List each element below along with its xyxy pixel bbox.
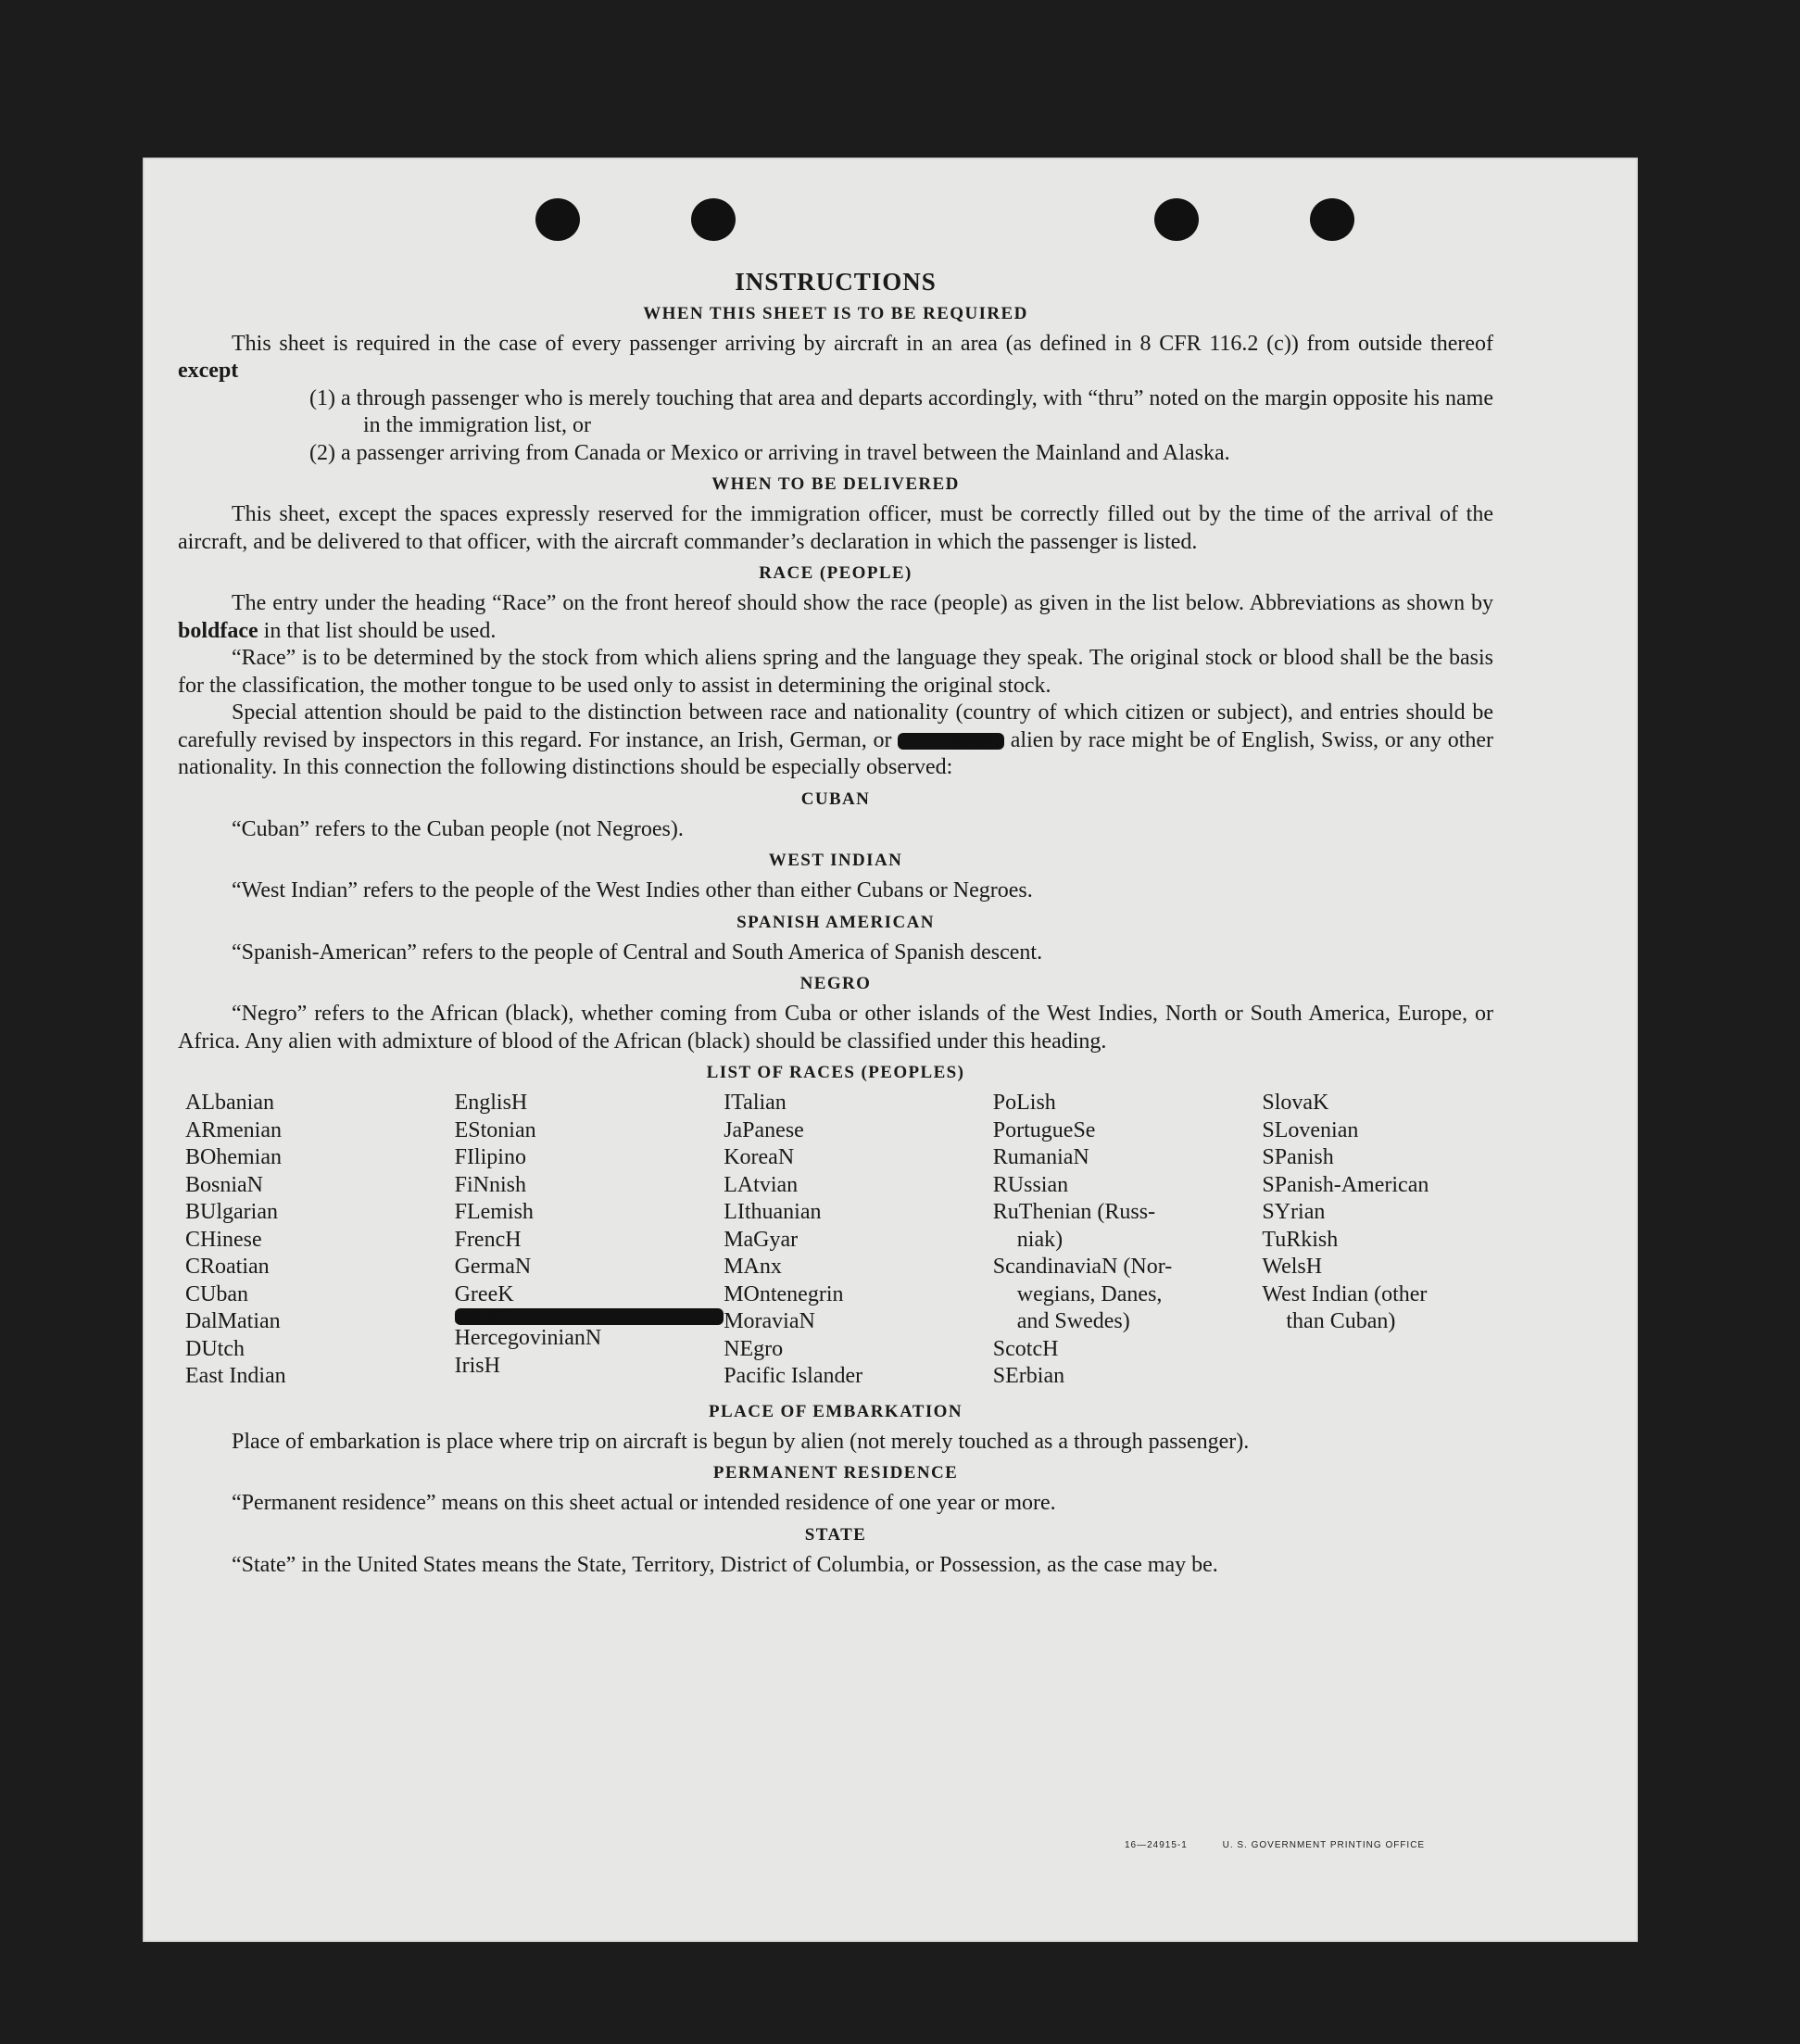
text: alien by race might be of English, Swiss, or any other nationality. In this connection the following distinctions should be especially observed: xyxy=(178,727,1494,779)
race-entry: FIlipino xyxy=(454,1145,526,1169)
punch-hole xyxy=(1154,198,1199,241)
race-entry: LAtvian xyxy=(724,1172,799,1197)
race-entry: and Swedes) xyxy=(1016,1309,1130,1333)
section-heading: RACE (PEOPLE) xyxy=(759,563,913,583)
race-entry: MOntenegrin xyxy=(724,1281,844,1306)
race-entry: than Cuban) xyxy=(1286,1309,1396,1333)
section-heading: WEST INDIAN xyxy=(768,851,903,870)
race-entry: niak) xyxy=(1016,1227,1064,1252)
race-entry: EStonian xyxy=(454,1117,536,1142)
race-entry: BOhemian xyxy=(185,1145,282,1169)
race-entry: HercegovinianN xyxy=(454,1326,602,1350)
race-entry: GermaN xyxy=(454,1255,532,1279)
race-entry: SPanish-American xyxy=(1262,1172,1429,1197)
race-entry: IrisH xyxy=(454,1353,500,1378)
race-entry: MaGyar xyxy=(724,1227,799,1252)
race-entry: GreeK xyxy=(454,1281,514,1306)
race-entry: MoraviaN xyxy=(724,1309,815,1333)
punch-hole xyxy=(691,198,736,241)
race-entry: BUlgarian xyxy=(185,1200,278,1224)
race-entry: JaPanese xyxy=(724,1117,804,1142)
race-entry: HebreW xyxy=(455,1308,724,1325)
race-entry: wegians, Danes, xyxy=(1016,1281,1163,1306)
section-heading: LIST OF RACES (PEOPLES) xyxy=(706,1063,965,1082)
race-entry: RuThenian (Russ- xyxy=(992,1200,1156,1224)
punch-hole xyxy=(1310,198,1354,241)
race-entry: FiNnish xyxy=(454,1172,526,1197)
text: The entry under the heading “Race” on the front hereof should show the race (people) as given in the list below. Abbreviations as shown by xyxy=(232,591,1493,615)
form-number: 16—24915-1 xyxy=(1125,1840,1188,1850)
race-entry: FLemish xyxy=(454,1200,534,1224)
race-entry: CRoatian xyxy=(185,1255,270,1279)
race-entry: ScandinaviaN (Nor- xyxy=(992,1255,1173,1279)
paragraph xyxy=(178,331,1493,385)
section-heading: PLACE OF EMBARKATION xyxy=(709,1401,963,1421)
list-item: (1) a through passenger who is merely touching that area and departs accordingly, with “thru” noted on the margin opposite his name in the immigration list, or xyxy=(309,385,1493,437)
paragraph: “West Indian” refers to the people of the West Indies other than either Cubans or Negroes. xyxy=(232,878,1033,902)
race-entry: NEgro xyxy=(724,1336,784,1361)
race-entry: BosniaN xyxy=(185,1172,263,1197)
race-entry: CHinese xyxy=(185,1227,262,1252)
text: This sheet is required in the case of every passenger arriving by aircraft in an area (as defined in 8 CFR 116.2 (c)) from outside thereof xyxy=(232,331,1493,356)
race-entry: ARmenian xyxy=(185,1117,282,1142)
section-heading: CUBAN xyxy=(800,789,871,809)
paragraph: “Cuban” refers to the Cuban people (not Negroes). xyxy=(232,816,684,841)
section-heading: WHEN TO BE DELIVERED xyxy=(711,474,960,494)
race-entry: EnglisH xyxy=(454,1091,528,1115)
race-entry: LIthuanian xyxy=(724,1200,822,1224)
race-entry: SLovenian xyxy=(1262,1117,1359,1142)
section-heading: WHEN THIS SHEET IS TO BE REQUIRED xyxy=(643,303,1028,323)
race-entry: TuRkish xyxy=(1262,1227,1339,1252)
text: Special attention should be paid to the distinction between race and nationality (country of which citizen or subject), and entries should be carefully revised by inspectors in this regard. For instance, an Irish, German, or xyxy=(178,700,1493,752)
bold-text: boldface xyxy=(178,618,258,643)
race-entry: ALbanian xyxy=(185,1091,274,1115)
race-entry: CUban xyxy=(185,1281,248,1306)
paragraph: Place of embarkation is place where trip on aircraft is begun by alien (not merely touched as a through passenger). xyxy=(232,1429,1250,1454)
race-entry: ScotcH xyxy=(992,1336,1059,1361)
paragraph: “Race” is to be determined by the stock from which aliens spring and the language they speak. The original stock or blood shall be the basis for the classification, the mother tongue to be used only to assist in determining the original stock. xyxy=(178,646,1493,698)
race-entry: SErbian xyxy=(992,1364,1065,1388)
struck-word: Hebrew xyxy=(898,733,1004,750)
paragraph xyxy=(178,590,1493,645)
race-entry: RumaniaN xyxy=(992,1145,1089,1169)
race-entry: PortugueSe xyxy=(992,1117,1096,1142)
race-entry: DUtch xyxy=(185,1336,245,1361)
race-entry: KoreaN xyxy=(724,1145,795,1169)
race-column xyxy=(455,1090,724,1391)
race-entry: West Indian (other xyxy=(1262,1281,1428,1306)
race-entry: WelsH xyxy=(1262,1255,1323,1279)
printer-credit: U. S. GOVERNMENT PRINTING OFFICE xyxy=(1222,1840,1426,1850)
paragraph xyxy=(178,700,1493,782)
race-entry: RUssian xyxy=(992,1172,1069,1197)
section-heading: NEGRO xyxy=(799,974,872,993)
section-heading: SPANISH AMERICAN xyxy=(736,912,935,932)
race-entry: DalMatian xyxy=(185,1309,281,1333)
text: in that list should be used. xyxy=(263,618,497,643)
page-title: INSTRUCTIONS xyxy=(735,268,937,296)
paragraph: “Permanent residence” means on this sheet actual or intended residence of one year or more. xyxy=(232,1491,1056,1515)
race-entry: East Indian xyxy=(185,1364,286,1388)
race-column xyxy=(185,1090,455,1391)
bold-text: except xyxy=(178,359,239,383)
paragraph: “Spanish-American” refers to the people of Central and South America of Spanish descent. xyxy=(232,940,1043,965)
race-column xyxy=(1262,1090,1493,1391)
race-entry: PoLish xyxy=(992,1091,1056,1115)
paragraph: This sheet, except the spaces expressly reserved for the immigration officer, must be correctly filled out by the time of the arrival of the aircraft, and be delivered to that officer, with the aircraft commander’s declaration in which the passenger is listed. xyxy=(178,502,1493,554)
race-list xyxy=(185,1090,1493,1391)
race-entry: FrencH xyxy=(454,1227,522,1252)
instructions-body xyxy=(178,269,1493,1579)
paragraph: “Negro” refers to the African (black), whether coming from Cuba or other islands of the West Indies, North or South America, Europe, or Africa. Any alien with admixture of blood of the African (black) should be classified under this heading. xyxy=(178,1002,1493,1054)
race-entry: SlovaK xyxy=(1262,1091,1329,1115)
race-entry: SYrian xyxy=(1262,1200,1326,1224)
list-item: (2) a passenger arriving from Canada or Mexico or arriving in travel between the Mainland and Alaska. xyxy=(309,440,1230,465)
section-heading: PERMANENT RESIDENCE xyxy=(712,1463,959,1483)
race-entry: SPanish xyxy=(1262,1145,1334,1169)
print-footer xyxy=(1125,1840,1456,1850)
race-entry: Pacific Islander xyxy=(724,1364,863,1388)
form-sheet xyxy=(143,158,1638,1942)
race-entry: ITalian xyxy=(724,1091,787,1115)
punch-hole xyxy=(535,198,580,241)
race-column xyxy=(724,1090,993,1391)
section-heading: STATE xyxy=(804,1524,867,1545)
paragraph: “State” in the United States means the State, Territory, District of Columbia, or Possession, as the case may be. xyxy=(232,1552,1218,1577)
race-column xyxy=(993,1090,1263,1391)
race-entry: MAnx xyxy=(724,1255,782,1279)
